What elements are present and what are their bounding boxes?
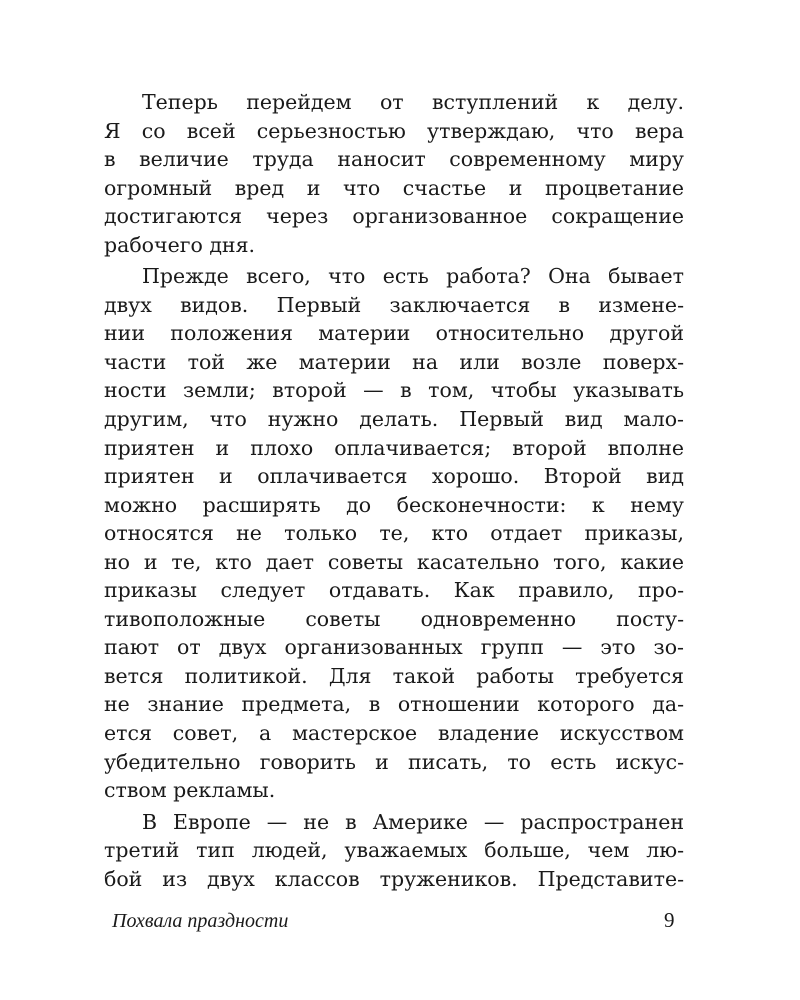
text-line: третий тип людей, уважаемых больше, чем лю- [104, 838, 684, 863]
text-line: убедительно говорить и писать, то есть искус- [104, 749, 684, 774]
paragraph-1 [104, 88, 684, 259]
text-line: не знание предмета, в отношении которого да- [104, 692, 684, 717]
text-line: в величие труда наносит современному миру [104, 147, 684, 172]
text-line: ством рекламы. [104, 778, 276, 803]
text-line: можно расширять до бесконечности: к нему [104, 492, 684, 517]
text-line: но и те, кто дает советы касательно того, какие [104, 549, 684, 574]
text-line: Я со всей серьезностью утверждаю, что вера [104, 118, 684, 143]
text-line: приятен и оплачивается хорошо. Второй вид [104, 464, 684, 489]
text-line: ется совет, а мастерское владение искусством [104, 721, 684, 746]
text-line: приятен и плохо оплачивается; второй вполне [104, 435, 684, 460]
text-line: пают от двух организованных групп — это зо- [104, 635, 684, 660]
text-line: огромный вред и что счастье и процветание [104, 175, 684, 200]
text-line: рабочего дня. [104, 232, 256, 257]
text-line: приказы следует отдавать. Как правило, про- [104, 578, 684, 603]
text-line: вется политикой. Для такой работы требуется [104, 663, 684, 688]
text-line: достигаются через организованное сокращение [104, 204, 684, 229]
text-line: тивоположные советы одновременно посту- [104, 606, 684, 631]
text-line: Прежде всего, что есть работа? Она бывает [142, 264, 684, 289]
text-line: ности земли; второй — в том, чтобы указывать [104, 378, 684, 403]
text-line: двух видов. Первый заключается в измене- [104, 292, 684, 317]
text-line: нии положения материи относительно другой [104, 321, 684, 346]
text-line: Теперь перейдем от вступлений к делу. [142, 90, 684, 114]
paragraph-3 [104, 808, 684, 894]
text-line: В Европе — не в Америке — распространен [142, 809, 684, 834]
text-line: бой из двух классов тружеников. Представите- [104, 866, 684, 891]
text-line: относятся не только те, кто отдает приказы, [104, 521, 684, 546]
page-number: 9 [664, 908, 675, 932]
running-title: Похвала праздности [112, 910, 289, 932]
body-text [104, 88, 684, 893]
text-line: другим, что нужно делать. Первый вид мало- [104, 407, 684, 432]
text-line: части той же материи на или возле поверх- [104, 349, 684, 374]
paragraph-2 [104, 262, 684, 804]
